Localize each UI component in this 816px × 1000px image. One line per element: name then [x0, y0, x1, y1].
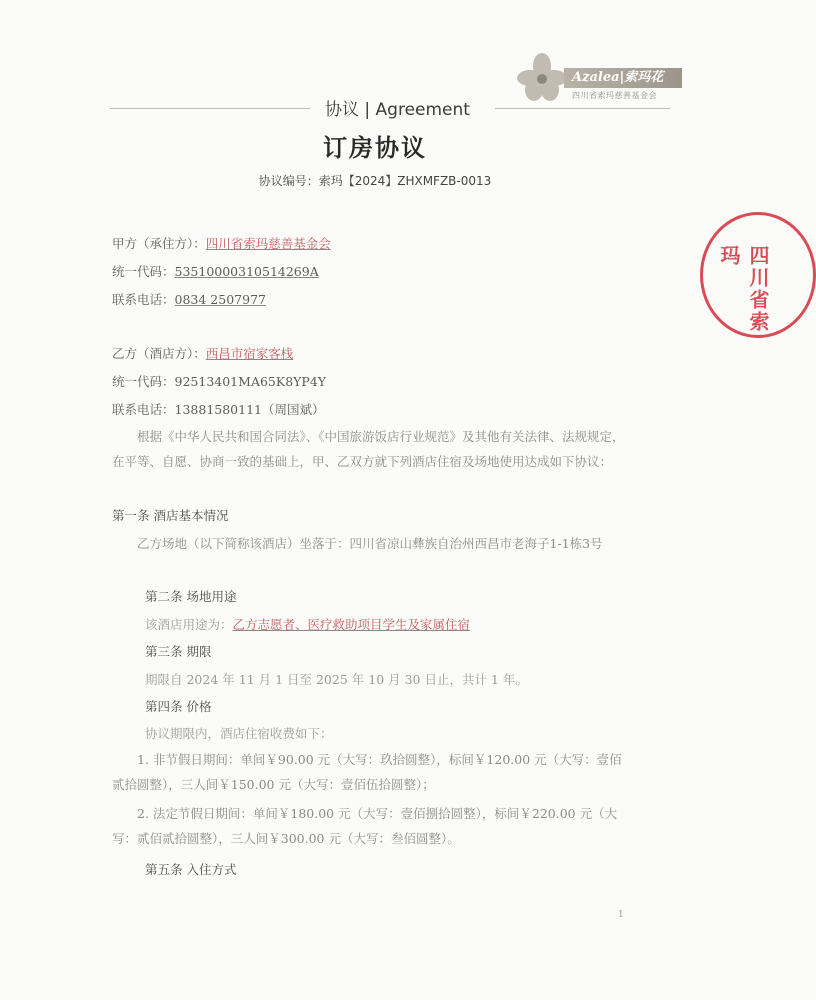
party-b-phone-row: [112, 400, 325, 418]
party-a-name: 四川省索玛慈善基金会: [205, 236, 331, 251]
logo-subtitle: 四川省索玛慈善基金会: [572, 91, 657, 100]
logo-brand-text: Azalea|索玛花: [564, 68, 682, 88]
party-b-code-row: [112, 372, 326, 390]
article-2-title: 第二条 场地用途: [145, 589, 237, 604]
agreement-number: 协议编号：索玛【2024】ZHXMFZB-0013: [258, 174, 492, 188]
party-a-name-row: [112, 234, 331, 252]
article-5-title: 第五条 入住方式: [145, 862, 237, 877]
stamp-text: 四川省索玛: [717, 245, 770, 333]
party-a-code: 53510000310514269A: [174, 264, 319, 279]
article-1-title: 第一条 酒店基本情况: [112, 508, 229, 523]
intro-paragraph: 根据《中华人民共和国合同法》、《中国旅游饭店行业规范》及其他有关法律、法规规定，在平等、自愿、协商一致的基础上，甲、乙双方就下列酒店住宿及场地使用达成如下协议：: [112, 429, 625, 469]
party-a-code-label: 统一代码：: [112, 264, 175, 279]
party-a-phone-row: [112, 290, 266, 308]
document-title: 订房协议: [323, 134, 427, 162]
article-4-title: 第四条 价格: [145, 699, 212, 714]
party-b-code: 92513401MA65K8YP4Y: [174, 374, 327, 389]
party-b-name-label: 乙方（酒店方）：: [112, 346, 206, 361]
party-b-phone-label: 联系电话：: [112, 402, 175, 417]
page-number: 1: [618, 910, 624, 920]
header-divider-left: [110, 108, 310, 109]
article-4-item-2: 2. 法定节假日期间：单间￥180.00 元（大写：壹佰捌拾圆整），标间￥220.00 元（大写：贰佰贰拾圆整），三人间￥300.00 元（大写：叁佰圆整）。: [112, 806, 618, 846]
party-a-phone: 0834 2507977: [174, 292, 266, 307]
article-4-intro: 协议期限内，酒店住宿收费如下：: [145, 726, 333, 741]
party-b-code-label: 统一代码：: [112, 374, 175, 389]
header-divider-right: [495, 108, 670, 109]
party-a-code-row: [112, 262, 319, 280]
party-a-name-label: 甲方（承住方）：: [112, 236, 206, 251]
azalea-flower-icon: [512, 48, 572, 108]
article-1-text: 乙方场地（以下简称该酒店）坐落于：四川省凉山彝族自治州西昌市老海子1-1栋3号: [137, 536, 603, 551]
azalea-logo: [512, 48, 682, 108]
party-b-name: 西昌市宿家客栈: [205, 346, 294, 361]
party-b-name-row: [112, 344, 293, 362]
article-2-value: 乙方志愿者、医疗救助项目学生及家属住宿: [232, 617, 471, 632]
article-4-item-1: 1. 非节假日期间：单间￥90.00 元（大写：玖拾圆整），标间￥120.00 元（大写：壹佰贰拾圆整），三人间￥150.00 元（大写：壹佰伍拾圆整）；: [112, 752, 622, 792]
party-b-phone: 13881580111（周国斌）: [174, 402, 325, 417]
article-2-prefix: 该酒店用途为：: [145, 617, 233, 632]
article-2-text: [145, 615, 470, 633]
article-3-text: 期限自 2024 年 11 月 1 日至 2025 年 10 月 30 日止，共计 1 年。: [145, 672, 528, 687]
article-3-title: 第三条 期限: [145, 644, 212, 659]
header-label: 协议 | Agreement: [325, 100, 470, 120]
red-seal-stamp: [700, 212, 816, 338]
party-a-phone-label: 联系电话：: [112, 292, 175, 307]
